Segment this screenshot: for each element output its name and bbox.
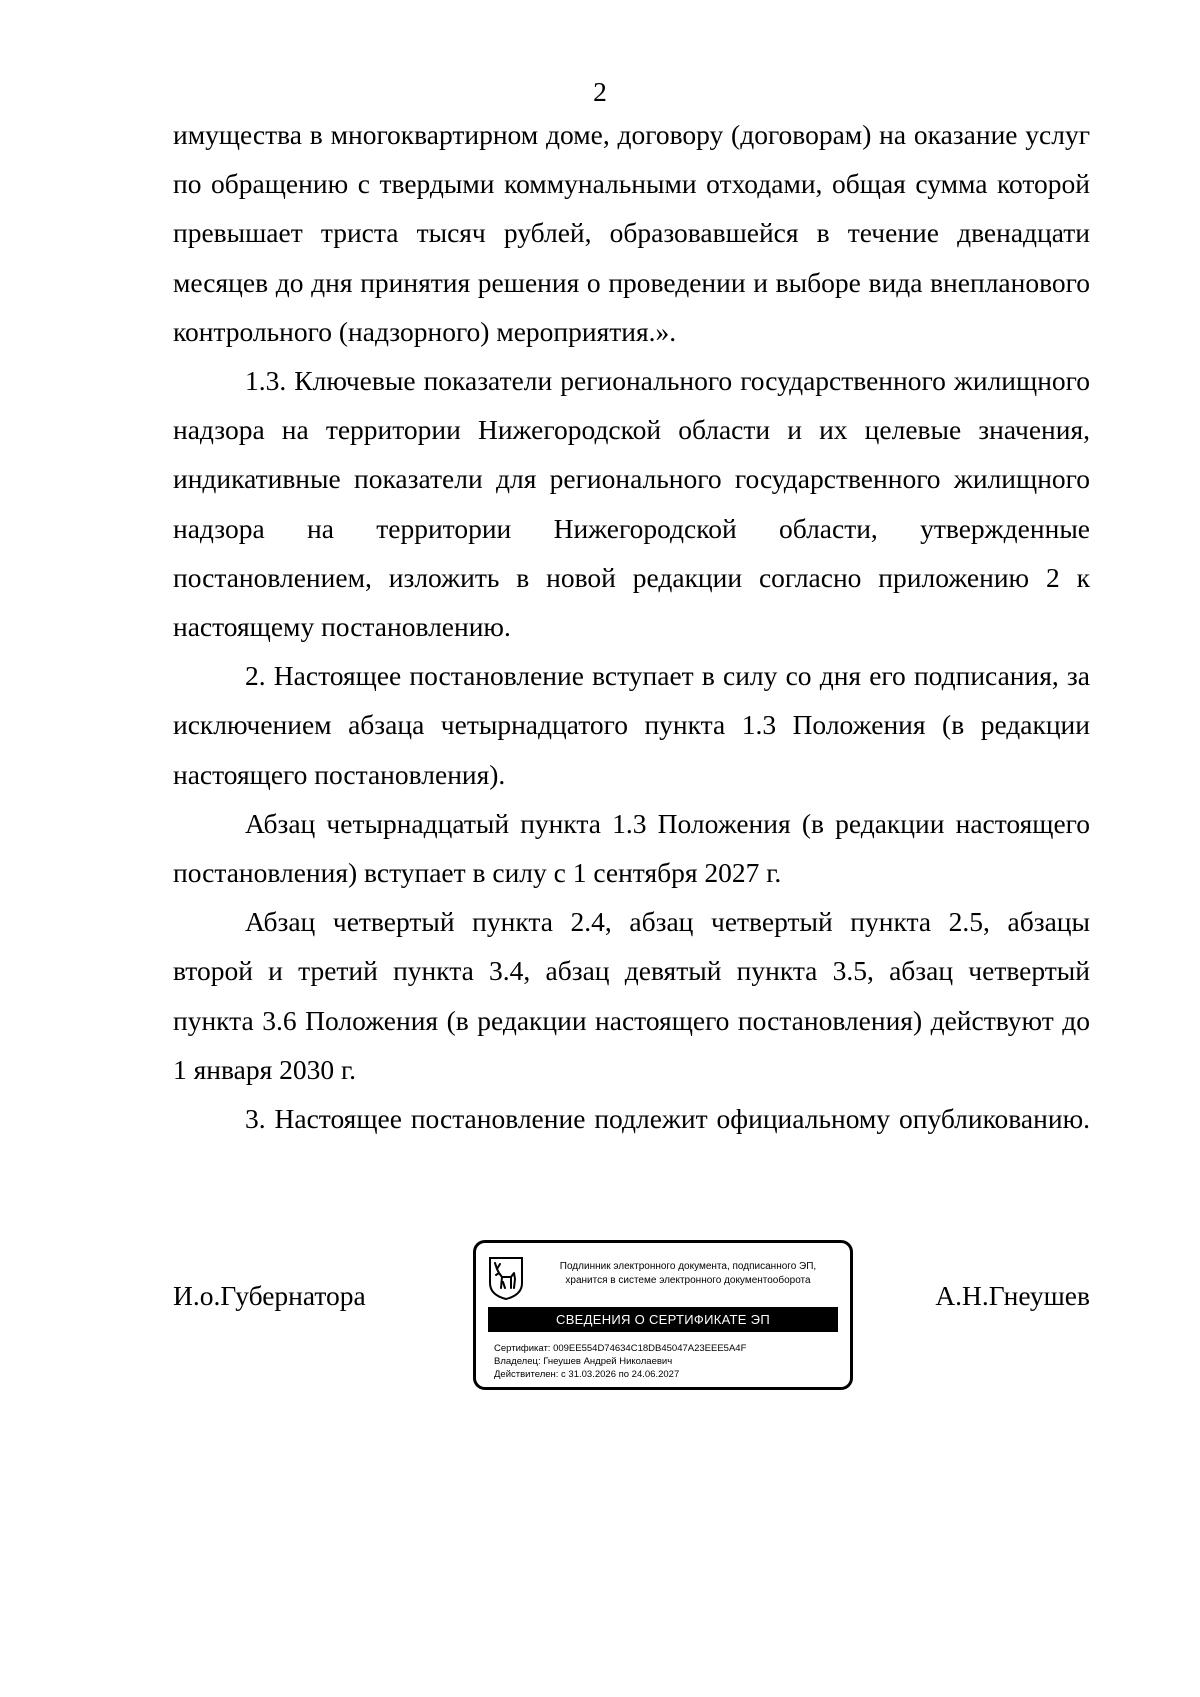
stamp-header (534, 1260, 842, 1288)
deer-coat-of-arms-icon (487, 1255, 525, 1301)
page-number: 2 (593, 76, 607, 107)
certificate-validity: Действителен: с 31.03.2026 по 24.06.2027 (494, 1369, 680, 1380)
electronic-signature-stamp (473, 1240, 853, 1390)
paragraph-effective-date: Абзац четырнадцатый пункта 1.3 Положения (в редакции настоящего постановления) вступает в силу с 1 сентября 2027 г. (173, 807, 1090, 889)
document-body (173, 110, 1090, 1143)
stamp-header-line: Подлинник электронного документа, подписанного ЭП, (559, 1261, 817, 1272)
paragraph-clause-1-3: 1.3. Ключевые показатели регионального государственного жилищного надзора на территории Нижегородской области и их целевые значения, индикативные показатели для регионального государственного жилищного надзора на территории Нижегородской области, утвержденные постановлением, изложить в новой редакции согласно приложению 2 к настоящему постановлению. (173, 365, 1090, 643)
stamp-certificate-info (494, 1342, 746, 1381)
stamp-header-line: хранится в системе электронного документооборота (565, 1275, 811, 1286)
paragraph-continuation: имущества в многоквартирном доме, договору (договорам) на оказание услуг по обращению с твердыми коммунальными отходами, общая сумма которой превышает триста тысяч рублей, образовавшейся в течение двенадцати месяцев до дня принятия решения о проведении и выборе вида внепланового контрольного (надзорного) мероприятия.». (173, 119, 1090, 347)
stamp-title-band: СВЕДЕНИЯ О СЕРТИФИКАТЕ ЭП (488, 1307, 838, 1332)
signatory-name: А.Н.Гнеушев (935, 1280, 1090, 1311)
certificate-number: Сертификат: 009EE554D74634C18DB45047A23EEE5A4F (494, 1343, 747, 1354)
signatory-position: И.о.Губернатора (173, 1280, 366, 1311)
paragraph-validity-period: Абзац четвертый пункта 2.4, абзац четвертый пункта 2.5, абзацы второй и третий пункта 3.4, абзац девятый пункта 3.5, абзац четвертый пункта 3.6 Положения (в редакции настоящего постановления) действуют до 1 января 2030 г. (173, 906, 1090, 1085)
paragraph-clause-3: 3. Настоящее постановление подлежит официальному опубликованию. (245, 1103, 1090, 1135)
paragraph-clause-2: 2. Настоящее постановление вступает в силу со дня его подписания, за исключением абзаца четырнадцатого пункта 1.3 Положения (в редакции настоящего постановления). (173, 660, 1090, 790)
certificate-owner: Владелец: Гнеушев Андрей Николаевич (494, 1356, 673, 1367)
